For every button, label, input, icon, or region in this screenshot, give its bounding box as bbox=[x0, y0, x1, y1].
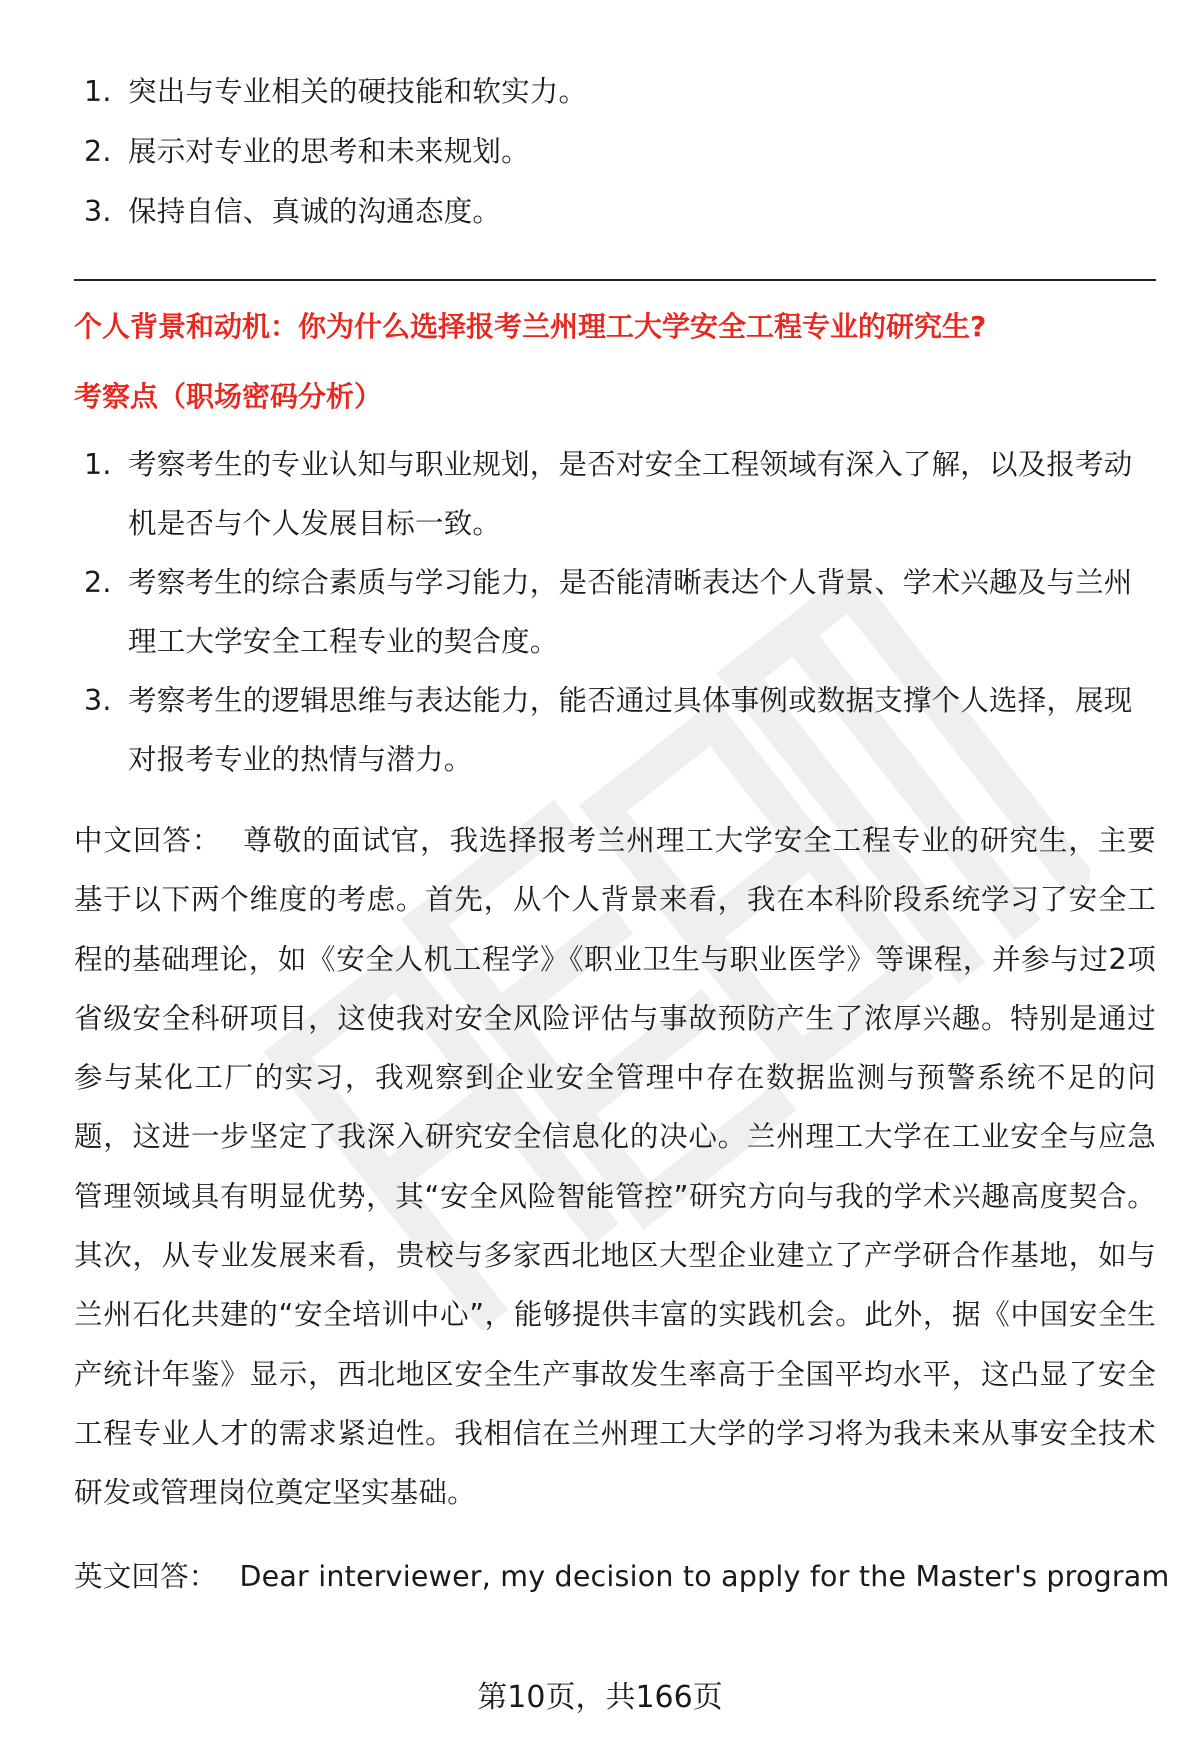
list-number: 1. bbox=[84, 75, 112, 108]
exam-points-list bbox=[74, 435, 1156, 789]
list-text: 突出与专业相关的硬技能和软实力。 bbox=[128, 75, 588, 108]
section-divider bbox=[74, 279, 1156, 281]
list-text: 考察考生的逻辑思维与表达能力，能否通过具体事例或数据支撑个人选择，展现对报考专业的热情与潜力。 bbox=[128, 684, 1133, 776]
top-list bbox=[74, 62, 1156, 241]
list-text: 考察考生的专业认知与职业规划，是否对安全工程领域有深入了解，以及报考动机是否与个人发展目标一致。 bbox=[128, 448, 1133, 540]
page-content bbox=[74, 62, 1170, 1606]
list-number: 2. bbox=[84, 135, 112, 168]
list-text: 展示对专业的思考和未来规划。 bbox=[128, 135, 530, 168]
list-number: 3. bbox=[84, 684, 112, 717]
list-item bbox=[74, 671, 1156, 789]
list-number: 3. bbox=[84, 195, 112, 228]
list-number: 2. bbox=[84, 566, 112, 599]
list-text: 保持自信、真诚的沟通态度。 bbox=[128, 195, 502, 228]
list-item bbox=[74, 122, 1156, 181]
english-answer-text: Dear interviewer, my decision to apply for the Master's program bbox=[239, 1559, 1170, 1593]
english-answer bbox=[74, 1547, 1170, 1606]
question-heading: 个人背景和动机：你为什么选择报考兰州理工大学安全工程专业的研究生? bbox=[74, 310, 987, 343]
list-item bbox=[74, 182, 1156, 241]
english-answer-label: 英文回答： bbox=[74, 1559, 218, 1593]
exam-points-heading: 考察点（职场密码分析） bbox=[74, 380, 383, 413]
list-item bbox=[74, 62, 1156, 121]
list-item bbox=[74, 435, 1156, 553]
list-text: 考察考生的综合素质与学习能力，是否能清晰表达个人背景、学术兴趣及与兰州理工大学安全工程专业的契合度。 bbox=[128, 566, 1133, 658]
list-item bbox=[74, 553, 1156, 671]
page-footer: 第10页，共166页 bbox=[477, 1680, 723, 1715]
chinese-answer bbox=[74, 811, 1156, 1523]
chinese-answer-label: 中文回答： bbox=[74, 824, 222, 857]
list-number: 1. bbox=[84, 448, 112, 481]
chinese-answer-text: 尊敬的面试官，我选择报考兰州理工大学安全工程专业的研究生，主要基于以下两个维度的考虑。首先，从个人背景来看，我在本科阶段系统学习了安全工程的基础理论，如《安全人机工程学》《职业卫生与职业医学》等课程，并参与过2项省级安全科研项目，这使我对安全风险评估与事故预防产生了浓厚兴趣。特别是通过参与某化工厂的实习，我观察到企业安全管理中存在数据监测与预警系统不足的问题，这进一步坚定了我深入研究安全信息化的决心。兰州理工大学在工业安全与应急管理领域具有明显优势，其“安全风险智能管控”研究方向与我的学术兴趣高度契合。其次，从专业发展来看，贵校与多家西北地区大型企业建立了产学研合作基地，如与兰州石化共建的“安全培训中心”，能够提供丰富的实践机会。此外，据《中国安全生产统计年鉴》显示，西北地区安全生产事故发生率高于全国平均水平，这凸显了安全工程专业人才的需求紧迫性。我相信在兰州理工大学的学习将为我未来从事安全技术研发或管理岗位奠定坚实基础。 bbox=[74, 824, 1156, 1510]
